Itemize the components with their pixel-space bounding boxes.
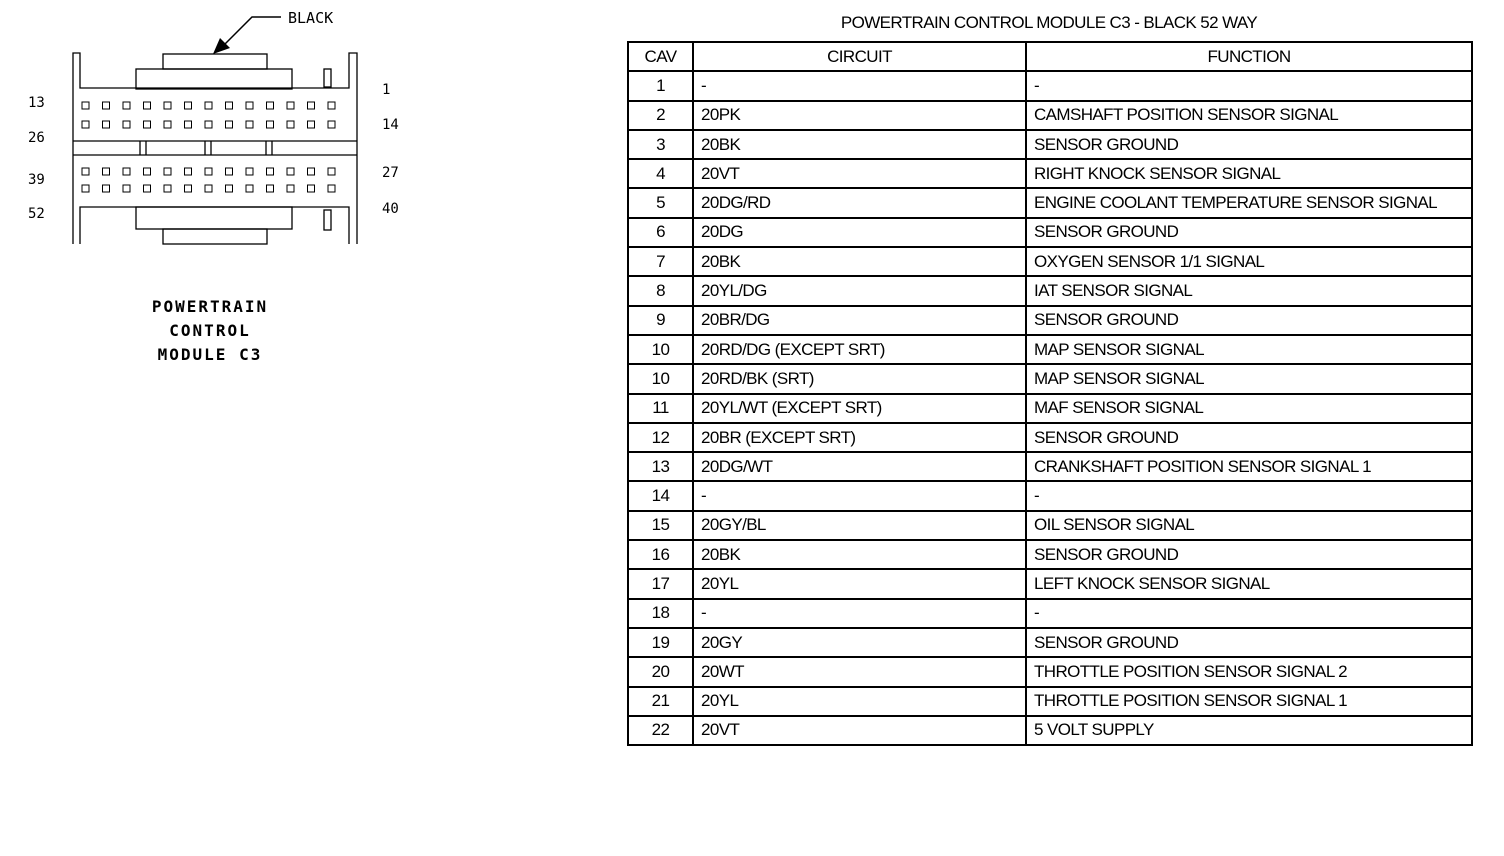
cav-cell: 9	[628, 306, 693, 335]
cav-cell: 7	[628, 247, 693, 276]
function-cell: 5 VOLT SUPPLY	[1026, 716, 1472, 745]
circuit-cell: 20DG/WT	[693, 452, 1026, 481]
table-row	[628, 657, 1472, 686]
connector-caption-line-3: MODULE C3	[157, 345, 263, 364]
pin-cavity	[267, 168, 274, 175]
function-cell: IAT SENSOR SIGNAL	[1026, 276, 1472, 305]
pin-cavity	[185, 102, 192, 109]
function-cell: SENSOR GROUND	[1026, 628, 1472, 657]
function-cell: CAMSHAFT POSITION SENSOR SIGNAL	[1026, 101, 1472, 130]
callout-arrowhead	[213, 38, 230, 54]
pin-label-40: 40	[382, 201, 399, 217]
function-cell: THROTTLE POSITION SENSOR SIGNAL 2	[1026, 657, 1472, 686]
pin-cavity	[205, 102, 212, 109]
pin-cavity	[308, 121, 315, 128]
cav-cell: 1	[628, 71, 693, 100]
pin-cavity	[308, 168, 315, 175]
pin-cavity	[123, 102, 130, 109]
pinout-table-title: POWERTRAIN CONTROL MODULE C3 - BLACK 52 WAY	[840, 13, 1258, 32]
function-cell: SENSOR GROUND	[1026, 540, 1472, 569]
pin-cavity	[328, 102, 335, 109]
cav-cell: 17	[628, 569, 693, 598]
table-row	[628, 364, 1472, 393]
function-cell: MAP SENSOR SIGNAL	[1026, 335, 1472, 364]
circuit-cell: 20PK	[693, 101, 1026, 130]
table-row	[628, 687, 1472, 716]
pin-cavity	[82, 168, 89, 175]
pin-cavity	[123, 185, 130, 192]
pin-cavity	[144, 168, 151, 175]
pin-cavity	[103, 102, 110, 109]
circuit-cell: 20YL	[693, 687, 1026, 716]
function-cell: MAF SENSOR SIGNAL	[1026, 394, 1472, 423]
cav-cell: 22	[628, 716, 693, 745]
pin-cavity	[246, 102, 253, 109]
circuit-cell: 20GY	[693, 628, 1026, 657]
function-cell: -	[1026, 481, 1472, 510]
function-cell: THROTTLE POSITION SENSOR SIGNAL 1	[1026, 687, 1472, 716]
cav-cell: 6	[628, 218, 693, 247]
circuit-cell: 20BK	[693, 247, 1026, 276]
circuit-cell: 20DG	[693, 218, 1026, 247]
pin-cavity	[246, 121, 253, 128]
pinout-table	[627, 41, 1473, 746]
table-row	[628, 481, 1472, 510]
table-row	[628, 716, 1472, 745]
pin-cavity	[287, 168, 294, 175]
callout-leader-line	[225, 17, 281, 44]
pin-cavity	[287, 102, 294, 109]
table-row	[628, 540, 1472, 569]
circuit-cell: 20DG/RD	[693, 188, 1026, 217]
connector-color-label: BLACK	[288, 9, 334, 27]
function-cell: CRANKSHAFT POSITION SENSOR SIGNAL 1	[1026, 452, 1472, 481]
pin-cavity	[103, 185, 110, 192]
table-row	[628, 276, 1472, 305]
circuit-cell: 20BK	[693, 540, 1026, 569]
pin-cavity	[205, 185, 212, 192]
pin-cavity	[185, 168, 192, 175]
cav-cell: 3	[628, 130, 693, 159]
pin-cavity	[82, 121, 89, 128]
table-row	[628, 130, 1472, 159]
circuit-cell: -	[693, 71, 1026, 100]
header-cav: CAV	[628, 42, 693, 71]
pin-label-14: 14	[382, 117, 399, 133]
table-row	[628, 101, 1472, 130]
cav-cell: 20	[628, 657, 693, 686]
pin-cavity	[226, 121, 233, 128]
circuit-cell: 20GY/BL	[693, 511, 1026, 540]
pin-cavity	[246, 185, 253, 192]
pin-label-52: 52	[28, 206, 45, 222]
circuit-cell: 20VT	[693, 716, 1026, 745]
pin-cavity	[185, 185, 192, 192]
circuit-cell: 20RD/DG (EXCEPT SRT)	[693, 335, 1026, 364]
table-row	[628, 628, 1472, 657]
cav-cell: 16	[628, 540, 693, 569]
pin-cavity	[287, 121, 294, 128]
pin-cavity	[82, 102, 89, 109]
table-row	[628, 71, 1472, 100]
pin-cavity	[205, 168, 212, 175]
cav-cell: 14	[628, 481, 693, 510]
function-cell: SENSOR GROUND	[1026, 218, 1472, 247]
function-cell: LEFT KNOCK SENSOR SIGNAL	[1026, 569, 1472, 598]
pin-cavity	[164, 185, 171, 192]
pin-cavity	[226, 168, 233, 175]
function-cell: RIGHT KNOCK SENSOR SIGNAL	[1026, 159, 1472, 188]
pin-cavity-grid	[82, 102, 335, 192]
pin-label-27: 27	[382, 165, 399, 181]
pin-label-13: 13	[28, 95, 45, 111]
pin-cavity	[144, 121, 151, 128]
header-function: FUNCTION	[1026, 42, 1472, 71]
pin-cavity	[328, 121, 335, 128]
table-row	[628, 188, 1472, 217]
function-cell: -	[1026, 71, 1472, 100]
pin-cavity	[144, 185, 151, 192]
cav-cell: 8	[628, 276, 693, 305]
pin-cavity	[164, 121, 171, 128]
pin-cavity	[328, 185, 335, 192]
pin-cavity	[185, 121, 192, 128]
cav-cell: 18	[628, 599, 693, 628]
pin-label-1: 1	[382, 82, 391, 98]
table-row	[628, 599, 1472, 628]
circuit-cell: 20WT	[693, 657, 1026, 686]
table-row	[628, 394, 1472, 423]
function-cell: MAP SENSOR SIGNAL	[1026, 364, 1472, 393]
table-row	[628, 335, 1472, 364]
table-row	[628, 306, 1472, 335]
pin-cavity	[123, 168, 130, 175]
function-cell: ENGINE COOLANT TEMPERATURE SENSOR SIGNAL	[1026, 188, 1472, 217]
circuit-cell: 20VT	[693, 159, 1026, 188]
pin-cavity	[164, 102, 171, 109]
circuit-cell: 20YL/DG	[693, 276, 1026, 305]
cav-cell: 10	[628, 335, 693, 364]
header-circuit: CIRCUIT	[693, 42, 1026, 71]
connector-caption-line-1: POWERTRAIN	[151, 297, 269, 316]
circuit-cell: -	[693, 481, 1026, 510]
cav-cell: 10	[628, 364, 693, 393]
circuit-cell: 20YL	[693, 569, 1026, 598]
pin-cavity	[267, 185, 274, 192]
circuit-cell: 20RD/BK (SRT)	[693, 364, 1026, 393]
pinout-header-row	[628, 42, 1472, 71]
pin-cavity	[103, 121, 110, 128]
table-row	[628, 452, 1472, 481]
cav-cell: 15	[628, 511, 693, 540]
pin-cavity	[164, 168, 171, 175]
cav-cell: 21	[628, 687, 693, 716]
circuit-cell: 20YL/WT (EXCEPT SRT)	[693, 394, 1026, 423]
pin-cavity	[267, 102, 274, 109]
cav-cell: 5	[628, 188, 693, 217]
pin-cavity	[287, 185, 294, 192]
pin-cavity	[246, 168, 253, 175]
circuit-cell: 20BR/DG	[693, 306, 1026, 335]
function-cell: -	[1026, 599, 1472, 628]
circuit-cell: 20BK	[693, 130, 1026, 159]
circuit-cell: -	[693, 599, 1026, 628]
function-cell: SENSOR GROUND	[1026, 306, 1472, 335]
pin-cavity	[308, 102, 315, 109]
pin-cavity	[103, 168, 110, 175]
connector-body	[73, 53, 357, 244]
table-row	[628, 247, 1472, 276]
connector-diagram	[0, 0, 600, 400]
cav-cell: 12	[628, 423, 693, 452]
pin-cavity	[144, 102, 151, 109]
cav-cell: 11	[628, 394, 693, 423]
pin-cavity	[328, 168, 335, 175]
pin-cavity	[267, 121, 274, 128]
function-cell: SENSOR GROUND	[1026, 423, 1472, 452]
function-cell: OIL SENSOR SIGNAL	[1026, 511, 1472, 540]
table-row	[628, 511, 1472, 540]
table-row	[628, 423, 1472, 452]
circuit-cell: 20BR (EXCEPT SRT)	[693, 423, 1026, 452]
pin-cavity	[82, 185, 89, 192]
pin-cavity	[205, 121, 212, 128]
function-cell: SENSOR GROUND	[1026, 130, 1472, 159]
pin-cavity	[123, 121, 130, 128]
cav-cell: 2	[628, 101, 693, 130]
table-row	[628, 218, 1472, 247]
function-cell: OXYGEN SENSOR 1/1 SIGNAL	[1026, 247, 1472, 276]
cav-cell: 13	[628, 452, 693, 481]
pin-cavity	[226, 102, 233, 109]
table-row	[628, 569, 1472, 598]
cav-cell: 4	[628, 159, 693, 188]
table-row	[628, 159, 1472, 188]
pin-cavity	[226, 185, 233, 192]
pin-label-39: 39	[28, 172, 45, 188]
connector-caption-line-2: CONTROL	[169, 321, 251, 340]
pin-label-26: 26	[28, 130, 45, 146]
pin-cavity	[308, 185, 315, 192]
cav-cell: 19	[628, 628, 693, 657]
